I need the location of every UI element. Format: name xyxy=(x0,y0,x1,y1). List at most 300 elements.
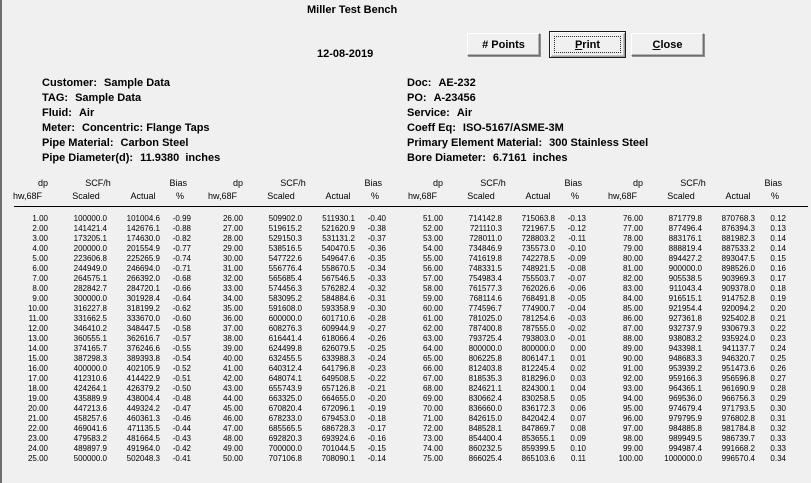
report-date: 12-08-2019 xyxy=(317,48,374,60)
column-header: SCF/h xyxy=(680,178,706,188)
table-cell: 426379.2 xyxy=(126,384,160,393)
table-cell: 905538.5 xyxy=(668,274,702,283)
table-cell: 626079.5 xyxy=(321,344,355,353)
table-cell: 692820.3 xyxy=(268,434,302,443)
info-label: Service: xyxy=(407,107,450,119)
table-cell: 8.00 xyxy=(32,284,48,293)
table-cell: 941137.7 xyxy=(722,344,755,353)
table-cell: -0.55 xyxy=(172,344,191,353)
table-cell: 348447.5 xyxy=(126,324,160,333)
info-value: 300 Stainless Steel xyxy=(549,137,649,149)
table-cell: 531131.2 xyxy=(322,234,355,243)
table-cell: 40.00 xyxy=(222,354,243,363)
table-cell: 768491.8 xyxy=(521,294,555,303)
table-cell: 100.00 xyxy=(618,454,643,463)
table-cell: 29.00 xyxy=(222,244,243,253)
table-cell: 0.32 xyxy=(770,424,786,433)
table-cell: 502048.3 xyxy=(126,454,160,463)
table-cell: 608276.3 xyxy=(268,324,302,333)
table-cell: 966756.3 xyxy=(721,394,755,403)
table-cell: -0.04 xyxy=(567,304,586,313)
table-cell: 984885.8 xyxy=(668,424,702,433)
table-cell: 17.00 xyxy=(27,374,48,383)
table-cell: 511930.1 xyxy=(322,214,355,223)
table-cell: 824621.1 xyxy=(468,384,502,393)
table-cell: 31.00 xyxy=(222,264,243,273)
table-cell: 34.00 xyxy=(222,294,243,303)
info-value: Sample Data xyxy=(104,77,171,89)
column-header: % xyxy=(770,191,779,201)
table-cell: 68.00 xyxy=(422,384,443,393)
info-row xyxy=(407,92,648,107)
table-cell: 74.00 xyxy=(422,444,443,453)
table-cell: 616441.4 xyxy=(268,334,302,343)
column-header: Bias xyxy=(169,178,187,188)
table-cell: 41.00 xyxy=(222,364,243,373)
table-cell: 925402.8 xyxy=(721,314,755,323)
table-cell: -0.17 xyxy=(367,424,386,433)
table-cell: -0.11 xyxy=(568,234,586,243)
table-cell: 0.11 xyxy=(571,454,586,463)
table-cell: 956596.8 xyxy=(721,374,755,383)
table-cell: 223606.8 xyxy=(73,254,107,263)
table-cell: 663325.0 xyxy=(268,394,302,403)
info-value: ISO-5167/ASME-3M xyxy=(462,122,564,134)
table-cell: 876394.3 xyxy=(721,224,755,233)
column-header: Actual xyxy=(525,191,551,201)
table-cell: 49.00 xyxy=(222,444,243,453)
table-cell: 547722.6 xyxy=(268,254,302,263)
info-label: Pipe Material: xyxy=(42,137,114,149)
table-cell: 935924.0 xyxy=(721,334,755,343)
table-cell: -0.47 xyxy=(172,404,191,413)
table-cell: -0.77 xyxy=(172,244,191,253)
table-cell: 346410.2 xyxy=(73,324,107,333)
close-button-label: Close xyxy=(652,38,683,51)
table-cell: 449324.2 xyxy=(126,404,160,413)
table-cell: 52.00 xyxy=(422,224,443,233)
table-cell: 989949.5 xyxy=(668,434,702,443)
info-value: 6.7161 inches xyxy=(492,152,568,164)
table-cell: 721110.3 xyxy=(469,224,502,233)
table-cell: 14.00 xyxy=(27,344,48,353)
info-row xyxy=(407,122,648,137)
table-cell: 85.00 xyxy=(622,304,643,313)
table-cell: 500000.0 xyxy=(73,454,107,463)
table-cell: -0.05 xyxy=(567,294,586,303)
table-cell: -0.58 xyxy=(172,324,191,333)
table-cell: 812245.4 xyxy=(521,364,555,373)
table-cell: 246694.0 xyxy=(126,264,160,273)
table-cell: 266392.0 xyxy=(126,274,160,283)
info-row xyxy=(42,77,220,92)
table-cell: 859399.5 xyxy=(521,444,555,453)
table-cell: -0.24 xyxy=(367,354,386,363)
table-cell: 672096.1 xyxy=(321,404,355,413)
table-cell: 670820.4 xyxy=(268,404,302,413)
table-cell: 979795.9 xyxy=(668,414,702,423)
info-row xyxy=(42,122,220,137)
table-cell: 591608.0 xyxy=(268,304,302,313)
table-cell: -0.20 xyxy=(367,394,386,403)
table-cell: 18.00 xyxy=(27,384,48,393)
table-cell: 0.26 xyxy=(770,364,786,373)
column-header: Scaled xyxy=(467,191,495,201)
table-cell: 830662.4 xyxy=(468,394,502,403)
table-cell: 916515.1 xyxy=(668,294,702,303)
table-cell: 53.00 xyxy=(422,234,443,243)
table-cell: 700000.0 xyxy=(268,444,302,453)
table-cell: 812403.8 xyxy=(468,364,502,373)
table-cell: 0.16 xyxy=(770,264,786,273)
table-cell: 54.00 xyxy=(422,244,443,253)
table-cell: 964365.1 xyxy=(668,384,702,393)
table-cell: 883176.1 xyxy=(668,234,702,243)
table-cell: 836660.0 xyxy=(468,404,502,413)
table-cell: -0.38 xyxy=(367,224,386,233)
table-cell: 96.00 xyxy=(622,414,643,423)
table-cell: 748921.5 xyxy=(521,264,555,273)
table-cell: 414422.9 xyxy=(126,374,160,383)
table-cell: 88.00 xyxy=(622,334,643,343)
table-cell: 89.00 xyxy=(622,344,643,353)
table-cell: -0.09 xyxy=(567,254,586,263)
column-header: % xyxy=(370,191,379,201)
table-cell: 460361.3 xyxy=(126,414,160,423)
table-cell: 781254.6 xyxy=(521,314,555,323)
table-cell: 59.00 xyxy=(422,294,443,303)
table-cell: 316227.8 xyxy=(73,304,107,313)
table-cell: 174630.0 xyxy=(126,234,160,243)
table-cell: 787400.8 xyxy=(468,324,502,333)
column-header: % xyxy=(175,191,184,201)
table-cell: 173205.1 xyxy=(73,234,107,243)
table-cell: 793803.0 xyxy=(521,334,555,343)
info-label: PO: xyxy=(407,92,427,104)
table-group-3 xyxy=(407,177,589,464)
table-cell: -0.66 xyxy=(172,284,191,293)
info-label: Customer: xyxy=(42,77,98,89)
table-cell: 903969.3 xyxy=(721,274,755,283)
table-group-4 xyxy=(607,177,789,464)
table-cell: 70.00 xyxy=(422,404,443,413)
table-cell: -0.23 xyxy=(367,364,386,373)
info-row xyxy=(407,152,648,167)
table-cell: 12.00 xyxy=(27,324,48,333)
table-cell: 84.00 xyxy=(622,294,643,303)
table-cell: 848528.1 xyxy=(468,424,502,433)
table-cell: 0.08 xyxy=(570,424,586,433)
table-cell: 0.04 xyxy=(570,384,586,393)
table-group-header xyxy=(407,177,589,203)
table-cell: 13.00 xyxy=(27,334,48,343)
table-cell: 894427.2 xyxy=(668,254,702,263)
table-cell: 830258.5 xyxy=(521,394,555,403)
table-cell: 100000.0 xyxy=(73,214,107,223)
table-cell: 42.00 xyxy=(222,374,243,383)
table-cell: 609944.9 xyxy=(321,324,355,333)
table-cell: 35.00 xyxy=(222,304,243,313)
table-cell: 479583.2 xyxy=(73,434,107,443)
table-cell: 0.07 xyxy=(570,414,586,423)
table-cell: 282842.7 xyxy=(73,284,107,293)
table-cell: -0.19 xyxy=(367,404,386,413)
table-cell: 389393.8 xyxy=(126,354,160,363)
table-cell: 86.00 xyxy=(622,314,643,323)
table-cell: 10.00 xyxy=(27,304,48,313)
info-row xyxy=(407,107,648,122)
table-cell: 946320.7 xyxy=(721,354,755,363)
table-cell: 333670.0 xyxy=(126,314,160,323)
table-cell: 424264.1 xyxy=(73,384,107,393)
table-cell: 77.00 xyxy=(622,224,643,233)
table-cell: 32.00 xyxy=(222,274,243,283)
table-cell: 15.00 xyxy=(27,354,48,363)
table-cell: 73.00 xyxy=(422,434,443,443)
table-cell: -0.48 xyxy=(172,394,191,403)
table-cell: 225265.9 xyxy=(126,254,160,263)
table-cell: 853655.1 xyxy=(521,434,555,443)
table-cell: 39.00 xyxy=(222,344,243,353)
table-cell: -0.42 xyxy=(172,444,191,453)
table-cell: 624499.8 xyxy=(268,344,302,353)
table-cell: 28.00 xyxy=(222,234,243,243)
table-cell: 824300.1 xyxy=(521,384,555,393)
table-cell: 870768.3 xyxy=(721,214,755,223)
table-cell: 521620.9 xyxy=(321,224,355,233)
table-cell: 961690.9 xyxy=(721,384,755,393)
table-cell: 469041.6 xyxy=(73,424,107,433)
table-cell: 83.00 xyxy=(622,284,643,293)
info-label: Meter: xyxy=(42,122,76,134)
table-cell: -0.34 xyxy=(367,264,386,273)
table-cell: 300000.0 xyxy=(73,294,107,303)
table-cell: -0.57 xyxy=(172,334,191,343)
table-cell: 16.00 xyxy=(27,364,48,373)
table-cell: 56.00 xyxy=(422,264,443,273)
table-cell: 754983.4 xyxy=(468,274,502,283)
table-cell: 93.00 xyxy=(622,384,643,393)
table-cell: 556776.4 xyxy=(268,264,302,273)
table-cell: 43.00 xyxy=(222,384,243,393)
table-cell: -0.37 xyxy=(367,234,386,243)
table-cell: 201554.9 xyxy=(126,244,160,253)
info-label: Coeff Eq: xyxy=(407,122,456,134)
table-cell: -0.68 xyxy=(172,274,191,283)
table-cell: 0.01 xyxy=(570,354,586,363)
table-cell: 974679.4 xyxy=(668,404,702,413)
table-cell: -0.33 xyxy=(367,274,386,283)
table-cell: 664655.0 xyxy=(321,394,355,403)
table-cell: 0.24 xyxy=(770,344,786,353)
table-cell: 0.34 xyxy=(770,454,786,463)
table-cell: 818535.3 xyxy=(468,374,502,383)
table-cell: -0.30 xyxy=(367,304,386,313)
info-row xyxy=(407,77,648,92)
column-header: % xyxy=(570,191,579,201)
table-cell: 81.00 xyxy=(622,264,643,273)
table-cell: 793725.4 xyxy=(468,334,502,343)
table-cell: 969536.0 xyxy=(668,394,702,403)
info-left-column xyxy=(42,77,220,167)
table-cell: 0.31 xyxy=(770,414,786,423)
table-cell: 721967.5 xyxy=(521,224,555,233)
table-cell: 847869.7 xyxy=(521,424,555,433)
table-cell: 0.09 xyxy=(570,434,586,443)
table-cell: -0.25 xyxy=(367,344,386,353)
table-cell: 866025.4 xyxy=(468,454,502,463)
table-cell: 959166.3 xyxy=(668,374,702,383)
table-cell: 762026.6 xyxy=(521,284,555,293)
table-cell: 0.03 xyxy=(570,374,586,383)
table-cell: 331662.5 xyxy=(73,314,107,323)
table-cell: 7.00 xyxy=(32,274,48,283)
table-cell: 4.00 xyxy=(32,244,48,253)
column-header: hw,68F xyxy=(607,191,637,201)
table-cell: -0.14 xyxy=(367,454,386,463)
table-cell: 79.00 xyxy=(622,244,643,253)
table-cell: 458257.6 xyxy=(73,414,107,423)
table-cell: 98.00 xyxy=(622,434,643,443)
table-cell: 471135.5 xyxy=(127,424,160,433)
table-cell: 0.17 xyxy=(770,274,786,283)
table-cell: 909378.0 xyxy=(721,284,755,293)
table-cell: 558670.5 xyxy=(321,264,355,273)
table-cell: 0.25 xyxy=(770,354,786,363)
table-cell: 971793.5 xyxy=(721,404,755,413)
table-cell: 774596.7 xyxy=(468,304,502,313)
table-cell: 953939.2 xyxy=(668,364,702,373)
table-cell: 95.00 xyxy=(622,404,643,413)
table-cell: 78.00 xyxy=(622,234,643,243)
table-cell: 0.14 xyxy=(770,244,786,253)
table-cell: 911043.4 xyxy=(669,284,702,293)
table-cell: 921954.4 xyxy=(668,304,702,313)
table-cell: 920094.2 xyxy=(721,304,755,313)
table-cell: -0.60 xyxy=(172,314,191,323)
table-cell: 761577.3 xyxy=(468,284,502,293)
column-header: Actual xyxy=(725,191,751,201)
table-cell: 881982.3 xyxy=(721,234,755,243)
table-cell: 36.00 xyxy=(222,314,243,323)
table-cell: 600000.0 xyxy=(268,314,302,323)
table-cell: 264575.1 xyxy=(73,274,107,283)
table-cell: 0.33 xyxy=(770,434,786,443)
table-cell: 491964.0 xyxy=(126,444,160,453)
table-cell: 65.00 xyxy=(422,354,443,363)
table-cell: 27.00 xyxy=(222,224,243,233)
info-label: Doc: xyxy=(407,77,432,89)
table-cell: 633988.3 xyxy=(321,354,355,363)
table-cell: -0.22 xyxy=(367,374,386,383)
table-cell: -0.01 xyxy=(567,334,586,343)
table-cell: 714142.8 xyxy=(468,214,502,223)
table-cell: 0.14 xyxy=(770,234,786,243)
table-cell: 0.29 xyxy=(770,394,786,403)
table-cell: -0.02 xyxy=(567,324,586,333)
info-row xyxy=(42,137,220,152)
info-value: 11.9380 inches xyxy=(140,152,221,164)
table-cell: 72.00 xyxy=(422,424,443,433)
table-cell: -0.52 xyxy=(172,364,191,373)
info-row xyxy=(42,92,220,107)
info-label: Pipe Diameter(d): xyxy=(42,152,134,164)
table-cell: 2.00 xyxy=(32,224,48,233)
table-cell: 0.28 xyxy=(770,384,786,393)
table-cell: 38.00 xyxy=(222,334,243,343)
table-cell: -0.08 xyxy=(567,264,586,273)
table-group-header xyxy=(207,177,389,203)
table-cell: 742278.5 xyxy=(521,254,555,263)
info-value: Air xyxy=(78,107,95,119)
table-cell: 938083.2 xyxy=(668,334,702,343)
table-cell: -0.82 xyxy=(172,234,191,243)
table-cell: 0.21 xyxy=(770,314,786,323)
table-cell: -0.07 xyxy=(567,274,586,283)
table-cell: 33.00 xyxy=(222,284,243,293)
table-cell: 576282.4 xyxy=(321,284,355,293)
points-button[interactable] xyxy=(467,33,540,56)
table-cell: 45.00 xyxy=(222,404,243,413)
table-cell: 400000.0 xyxy=(73,364,107,373)
table-cell: 244949.0 xyxy=(73,264,107,273)
column-header: Scaled xyxy=(667,191,695,201)
table-cell: -0.54 xyxy=(172,354,191,363)
column-header: SCF/h xyxy=(280,178,306,188)
table-cell: -0.43 xyxy=(172,434,191,443)
column-header: hw,68F xyxy=(12,191,42,201)
info-row xyxy=(42,107,220,122)
print-button[interactable] xyxy=(549,31,626,58)
close-button[interactable] xyxy=(631,33,704,56)
info-right-column xyxy=(407,77,648,167)
column-header: Scaled xyxy=(267,191,295,201)
table-cell: 986739.7 xyxy=(721,434,755,443)
page-title: Miller Test Bench xyxy=(307,4,398,16)
table-cell: 854400.4 xyxy=(468,434,502,443)
table-cell: 685565.5 xyxy=(268,424,302,433)
info-value: Sample Data xyxy=(75,92,142,104)
table-cell: 0.10 xyxy=(570,444,586,453)
table-cell: 509902.0 xyxy=(268,214,302,223)
table-cell: -0.36 xyxy=(367,244,386,253)
table-cell: 741619.8 xyxy=(468,254,502,263)
table-cell: 836172.3 xyxy=(521,404,555,413)
table-cell: 0.20 xyxy=(770,304,786,313)
table-cell: -0.62 xyxy=(172,304,191,313)
table-cell: 877496.4 xyxy=(668,224,702,233)
info-label: TAG: xyxy=(42,92,69,104)
info-label: Fluid: xyxy=(42,107,72,119)
table-cell: 48.00 xyxy=(222,434,243,443)
table-cell: -0.27 xyxy=(367,324,386,333)
table-cell: 97.00 xyxy=(622,424,643,433)
column-header: dp xyxy=(432,178,443,188)
table-cell: 981784.8 xyxy=(721,424,755,433)
table-cell: 60.00 xyxy=(422,304,443,313)
table-cell: 0.12 xyxy=(770,214,786,223)
table-group-2 xyxy=(207,177,389,464)
table-cell: 284720.1 xyxy=(126,284,160,293)
table-cell: 47.00 xyxy=(222,424,243,433)
table-cell: 0.33 xyxy=(770,444,786,453)
table-cell: 22.00 xyxy=(27,424,48,433)
table-cell: 641796.8 xyxy=(321,364,355,373)
table-cell: 25.00 xyxy=(27,454,48,463)
table-cell: 842615.0 xyxy=(468,414,502,423)
table-cell: 0.00 xyxy=(570,344,586,353)
table-cell: 649508.5 xyxy=(321,374,355,383)
